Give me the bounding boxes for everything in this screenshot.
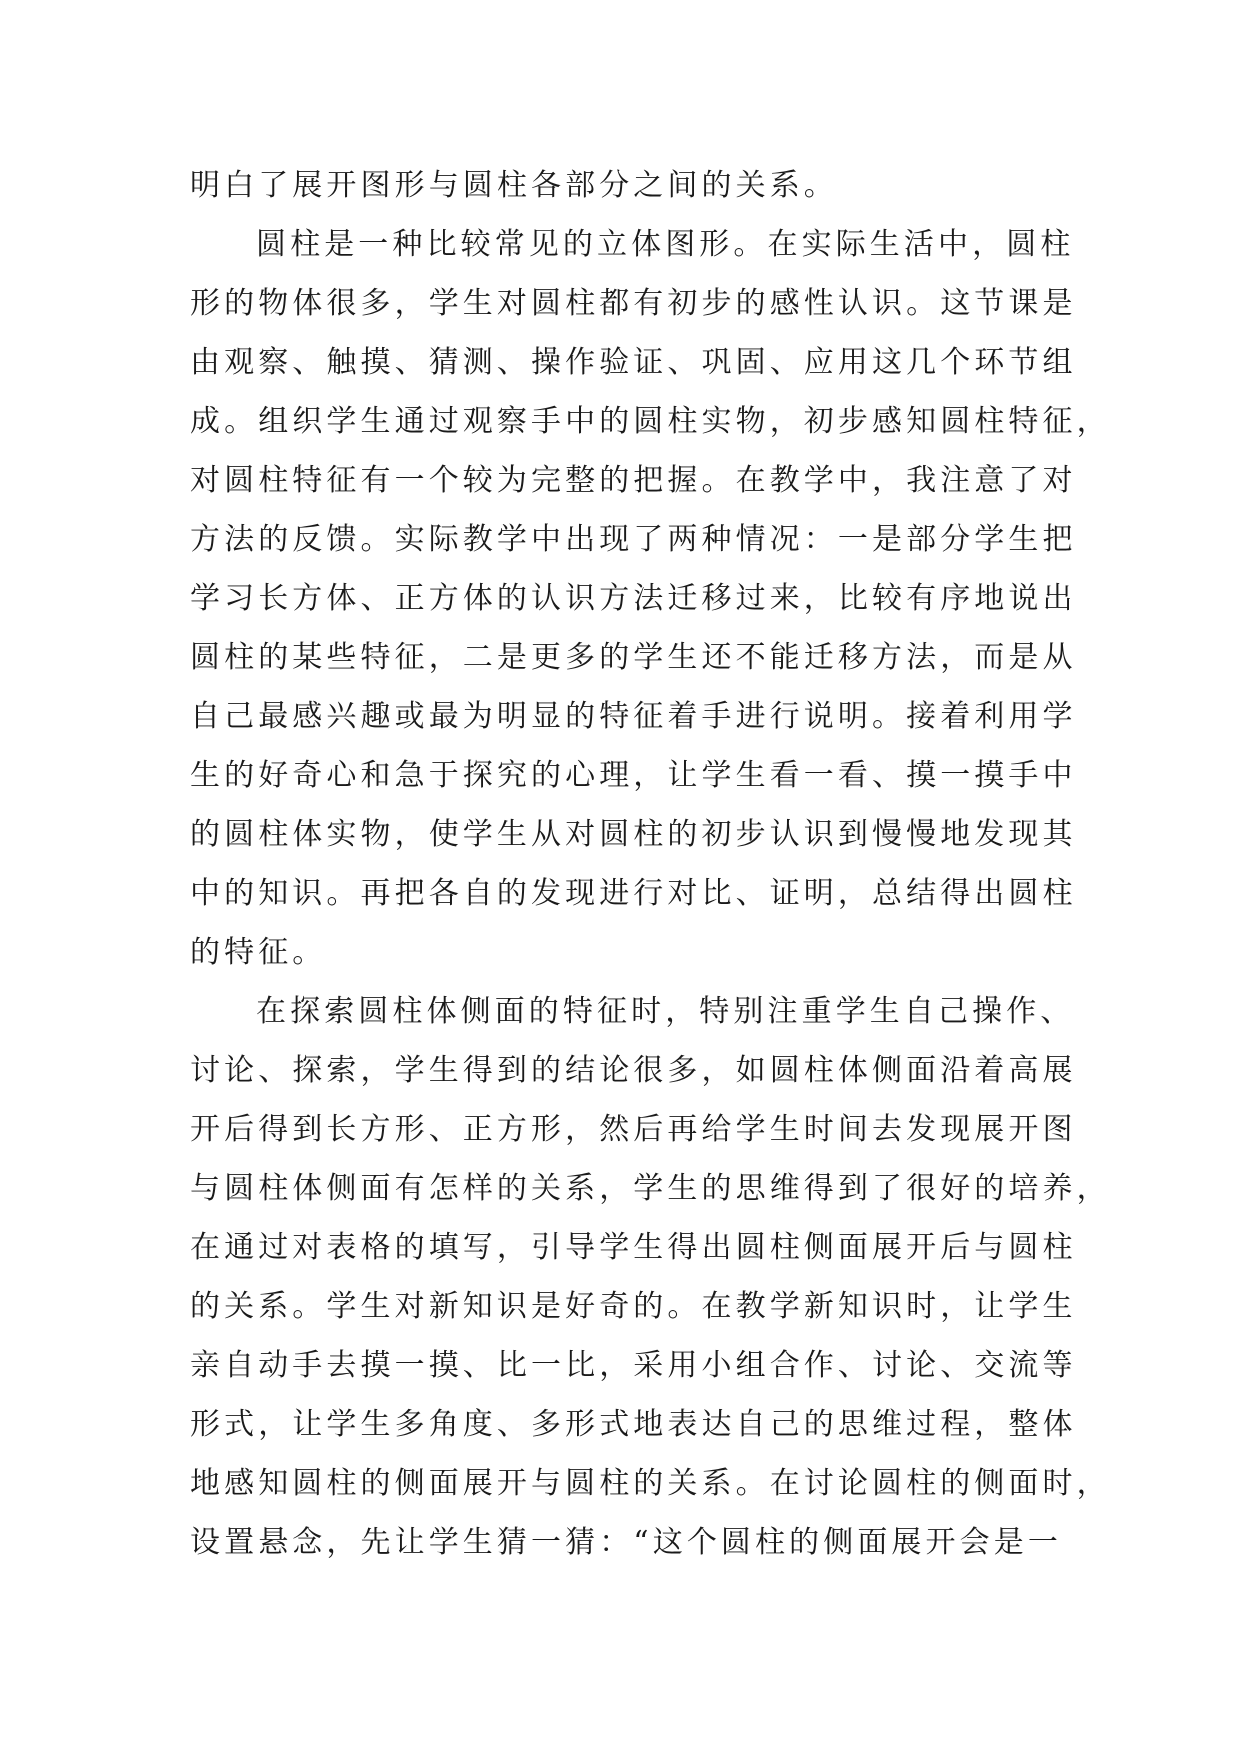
paragraph-first-line: 在探索圆柱体侧面的特征时，特别注重学生自己操作、 [256,994,1075,1029]
text-line: 学习长方体、正方体的认识方法迁移过来，比较有序地说出 [190,581,1077,616]
text-line: 形的物体很多，学生对圆柱都有初步的感性认识。这节课是 [190,286,1077,321]
text-line: 亲自动手去摸一摸、比一比，采用小组合作、讨论、交流等 [190,1348,1077,1383]
text-line: 生的好奇心和急于探究的心理，让学生看一看、摸一摸手中 [190,758,1077,793]
text-line: 自己最感兴趣或最为明显的特征着手进行说明。接着利用学 [190,699,1077,734]
text-line: 地感知圆柱的侧面展开与圆柱的关系。在讨论圆柱的侧面时， [190,1466,1111,1501]
text-line: 的特征。 [190,935,327,970]
text-line: 开后得到长方形、正方形，然后再给学生时间去发现展开图 [190,1112,1077,1147]
text-line: 成。组织学生通过观察手中的圆柱实物，初步感知圆柱特征， [190,404,1111,439]
text-line: 讨论、探索，学生得到的结论很多，如圆柱体侧面沿着高展 [190,1053,1077,1088]
text-line: 的圆柱体实物，使学生从对圆柱的初步认识到慢慢地发现其 [190,817,1077,852]
text-line: 在通过对表格的填写，引导学生得出圆柱侧面展开后与圆柱 [190,1230,1077,1265]
paragraph-first-line: 圆柱是一种比较常见的立体图形。在实际生活中，圆柱 [256,227,1075,262]
text-line: 圆柱的某些特征，二是更多的学生还不能迁移方法，而是从 [190,640,1077,675]
text-line: 设置悬念，先让学生猜一猜：“这个圆柱的侧面展开会是一 [190,1525,1062,1560]
text-line: 由观察、触摸、猜测、操作验证、巩固、应用这几个环节组 [190,345,1077,380]
text-line: 中的知识。再把各自的发现进行对比、证明，总结得出圆柱 [190,876,1077,911]
text-line: 形式，让学生多角度、多形式地表达自己的思维过程，整体 [190,1407,1077,1442]
text-line: 与圆柱体侧面有怎样的关系，学生的思维得到了很好的培养， [190,1171,1111,1206]
text-line: 明白了展开图形与圆柱各部分之间的关系。 [190,168,838,203]
text-line: 的关系。学生对新知识是好奇的。在教学新知识时，让学生 [190,1289,1077,1324]
text-line: 方法的反馈。实际教学中出现了两种情况：一是部分学生把 [190,522,1077,557]
body-text [190,156,1111,1572]
text-line: 对圆柱特征有一个较为完整的把握。在教学中，我注意了对 [190,463,1077,498]
